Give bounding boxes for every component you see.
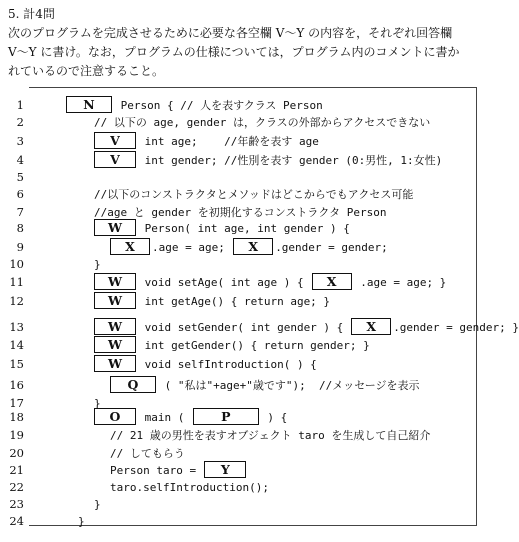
code-text: main ( xyxy=(138,411,191,424)
code-text: int age; //年齢を表す age xyxy=(138,135,319,148)
code-text: int getGender() { return gender; } xyxy=(138,339,370,352)
blank-box-y: Y xyxy=(204,461,246,478)
instruction-line-2: V～Y に書け。なお，プログラムの仕様については，プログラム内のコメントに書か xyxy=(8,45,460,59)
instruction-line-3: れているので注意すること。 xyxy=(8,64,165,78)
blank-box-w: W xyxy=(94,336,136,353)
line-number: 18 xyxy=(9,410,24,424)
code-text: Person { // 人を表すクラス Person xyxy=(114,99,323,112)
line-number: 6 xyxy=(16,187,24,201)
blank-box-w: W xyxy=(94,355,136,372)
code-text: .age = age; } xyxy=(353,276,447,289)
blank-box-w: W xyxy=(94,292,136,309)
code-text: void selfIntroduction( ) { xyxy=(138,358,317,371)
line-number: 16 xyxy=(9,378,24,392)
blank-box-x: X xyxy=(233,238,273,255)
line-number: 10 xyxy=(9,257,24,271)
blank-box-o: O xyxy=(94,408,136,425)
line-number: 22 xyxy=(9,480,24,494)
line-number: 1 xyxy=(16,98,24,112)
line-number: 21 xyxy=(9,463,24,477)
line-number: 23 xyxy=(9,497,24,511)
blank-box-n: N xyxy=(66,96,112,113)
code-text: taro.selfIntroduction(); xyxy=(110,481,269,494)
line-number: 3 xyxy=(16,134,24,148)
line-number: 15 xyxy=(9,357,24,371)
code-text: int gender; //性別を表す gender (0:男性, 1:女性) xyxy=(138,154,443,167)
blank-box-x: X xyxy=(110,238,150,255)
question-title: 5. 計4問 xyxy=(8,7,55,21)
blank-box-w: W xyxy=(94,273,136,290)
code-text: } xyxy=(78,515,85,528)
line-number: 14 xyxy=(9,338,24,352)
code-text: //age と gender を初期化するコンストラクタ Person xyxy=(94,206,387,219)
line-number: 8 xyxy=(16,221,24,235)
code-text: Person( int age, int gender ) { xyxy=(138,222,350,235)
code-text: //以下のコンストラクタとメソッドはどこからでもアクセス可能 xyxy=(94,188,414,201)
line-number: 20 xyxy=(9,446,24,460)
code-text: .age = age; xyxy=(152,241,232,254)
blank-box-x: X xyxy=(312,273,352,290)
line-number: 13 xyxy=(9,320,24,334)
code-text: // してもらう xyxy=(110,447,185,460)
blank-box-x: X xyxy=(351,318,391,335)
code-text: void setGender( int gender ) { xyxy=(138,321,350,334)
blank-box-w: W xyxy=(94,318,136,335)
blank-box-v: V xyxy=(94,151,136,168)
blank-box-w: W xyxy=(94,219,136,236)
code-text: .gender = gender; } xyxy=(393,321,519,334)
line-number: 9 xyxy=(16,240,24,254)
blank-box-q: Q xyxy=(110,376,156,393)
line-number: 17 xyxy=(9,396,24,410)
code-text: } xyxy=(94,498,101,511)
line-number: 2 xyxy=(16,115,24,129)
line-number: 19 xyxy=(9,428,24,442)
code-text: } xyxy=(94,258,101,271)
line-number: 5 xyxy=(16,170,24,184)
blank-box-v: V xyxy=(94,132,136,149)
code-text: // 21 歳の男性を表すオブジェクト taro を生成して自己紹介 xyxy=(110,429,431,442)
code-text: } xyxy=(94,397,101,410)
code-text: int getAge() { return age; } xyxy=(138,295,331,308)
line-number: 12 xyxy=(9,294,24,308)
line-number: 4 xyxy=(16,153,24,167)
blank-box-p: P xyxy=(193,408,259,425)
code-text: Person taro = xyxy=(110,464,203,477)
code-text: void setAge( int age ) { xyxy=(138,276,311,289)
code-text: ) { xyxy=(260,411,288,424)
code-text: .gender = gender; xyxy=(275,241,388,254)
line-number: 7 xyxy=(16,205,24,219)
instruction-line-1: 次のプログラムを完成させるために必要な各空欄 V～Y の内容を，それぞれ回答欄 xyxy=(8,26,453,40)
code-text: ( "私は"+age+"歳です"); //メッセージを表示 xyxy=(158,379,420,392)
code-text: // 以下の age, gender は，クラスの外部からアクセスできない xyxy=(94,116,431,129)
line-number: 24 xyxy=(9,514,24,528)
line-number: 11 xyxy=(9,275,24,289)
